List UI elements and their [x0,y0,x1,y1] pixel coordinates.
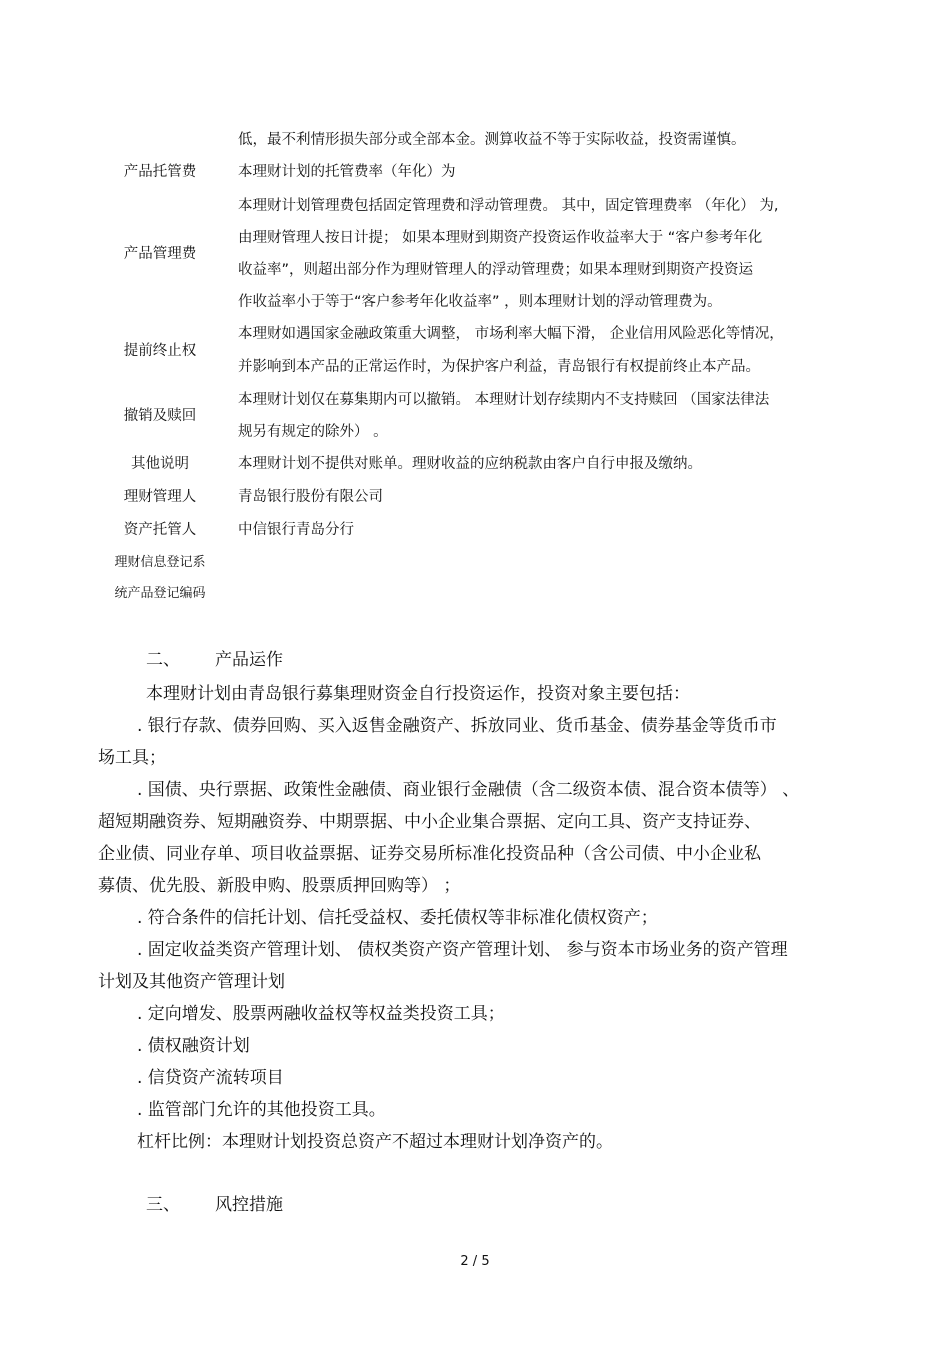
redeem-line-1: 本理财计划仅在募集期内可以撤销。 本理财计划存续期内不支持赎回 （国家法律法 [238,392,770,408]
section-2-line-2: 场工具； [98,748,166,768]
custodian-text: 中信银行青岛分行 [238,522,354,538]
section-2-line-12: . 信贷资产流转项目 [137,1068,284,1088]
manager-label: 理财管理人 [123,489,197,505]
section-2-line-4: 超短期融资券、短期融资券、中期票据、中小企业集合票据、定向工具、资产支持证券、 [98,812,761,832]
redeem-label: 撤销及赎回 [123,408,197,424]
section-2-number: 二、 [146,650,180,670]
section-3-title: 风控措施 [215,1195,283,1215]
mgmt-fee-line-1: 本理财计划管理费包括固定管理费和浮动管理费。 其中，固定管理费率 （年化） 为, [238,198,779,214]
registry-label-line-1: 理财信息登记系 [114,555,206,570]
section-2-line-5: 企业债、同业存单、项目收益票据、证券交易所标准化投资品种（含公司债、中小企业私 [98,844,761,864]
custody-fee-label: 产品托管费 [123,164,197,180]
termination-line-2: 并影响到本产品的正常运作时，为保护客户利益，青岛银行有权提前终止本产品。 [238,359,760,375]
custodian-label: 资产托管人 [123,522,197,538]
mgmt-fee-line-2: 由理财管理人按日计提； 如果本理财到期资产投资运作收益率大于 “客户参考年化 [238,230,763,246]
section-2-line-8: . 固定收益类资产管理计划、 债权类资产资产管理计划、 参与资本市场业务的资产管理 [137,940,788,960]
section-2-intro: 本理财计划由青岛银行募集理财资金自行投资运作，投资对象主要包括： [146,684,690,704]
section-2-line-13: . 监管部门允许的其他投资工具。 [137,1100,386,1120]
page-number: 2 / 5 [460,1254,490,1269]
section-2-line-1: . 银行存款、债券回购、买入返售金融资产、拆放同业、货币基金、债券基金等货币市 [137,716,777,736]
section-3-number: 三、 [146,1195,180,1215]
section-2-line-6: 募债、优先股、新股申购、股票质押回购等） ； [98,876,461,896]
custody-fee-text: 本理财计划的托管费率（年化）为 [238,164,456,180]
section-2-line-3: . 国债、央行票据、政策性金融债、商业银行金融债（含二级资本债、混合资本债等） 、 [137,780,800,800]
termination-label: 提前终止权 [123,343,197,359]
section-2-line-10: . 定向增发、股票两融收益权等权益类投资工具； [137,1004,505,1024]
mgmt-fee-label: 产品管理费 [123,246,197,262]
termination-line-1: 本理财如遇国家金融政策重大调整， 市场利率大幅下滑， 企业信用风险恶化等情况， [238,326,784,342]
manager-text: 青岛银行股份有限公司 [238,489,383,505]
redeem-line-2: 规另有规定的除外） 。 [238,424,388,440]
registry-label-line-2: 统产品登记编码 [114,586,206,601]
mgmt-fee-line-4: 作收益率小于等于“客户参考年化收益率” ，则本理财计划的浮动管理费为。 [238,294,722,310]
leverage-ratio-text: 杠杆比例：本理财计划投资总资产不超过本理财计划净资产的。 [137,1132,613,1152]
mgmt-fee-line-3: 收益率”，则超出部分作为理财管理人的浮动管理费；如果本理财到期资产投资运 [238,262,754,278]
section-2-line-9: 计划及其他资产管理计划 [98,972,285,992]
section-2-title: 产品运作 [215,650,283,670]
risk-continuation-text: 低，最不利情形损失部分或全部本金。测算收益不等于实际收益，投资需谨慎。 [238,132,746,148]
other-notes-label: 其他说明 [131,456,189,472]
section-2-line-11: . 债权融资计划 [137,1036,250,1056]
other-notes-text: 本理财计划不提供对账单。理财收益的应纳税款由客户自行申报及缴纳。 [238,456,702,472]
section-2-line-7: . 符合条件的信托计划、信托受益权、委托债权等非标准化债权资产； [137,908,658,928]
